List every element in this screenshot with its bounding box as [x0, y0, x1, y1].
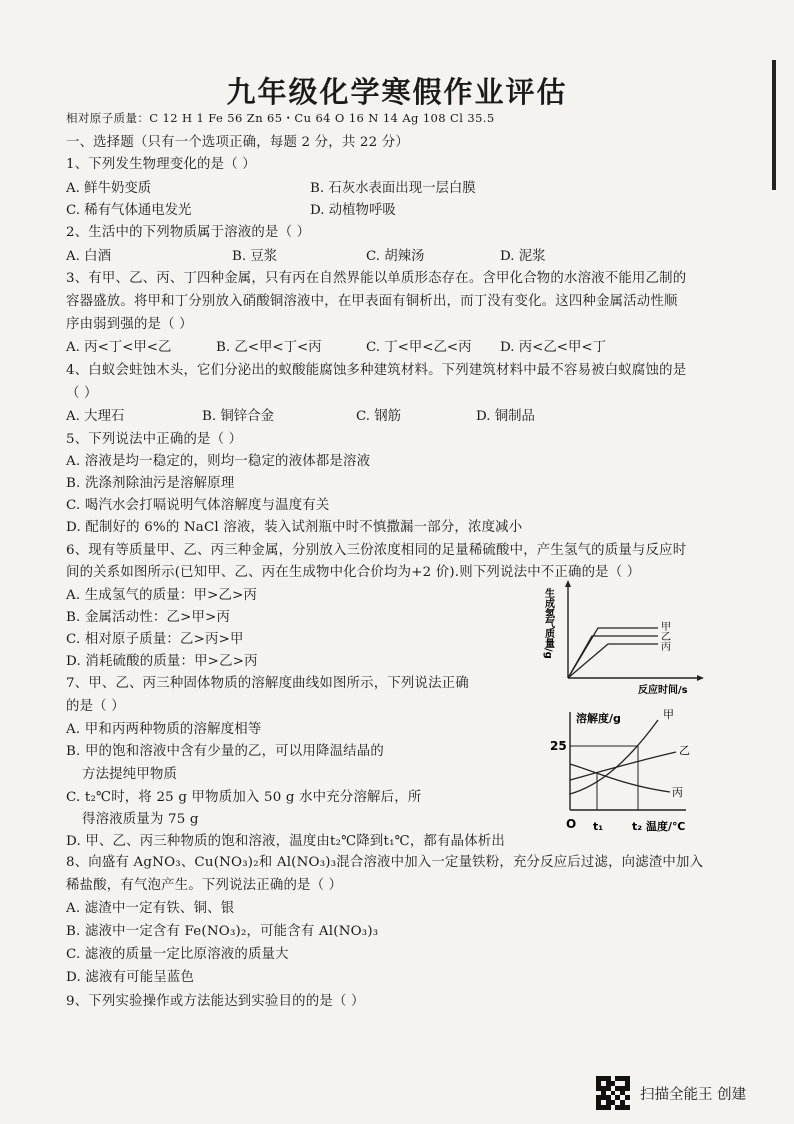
- question-8-option-c: C. 滤液的质量一定比原溶液的质量大: [66, 947, 289, 962]
- question-2-stem: 2、生活中的下列物质属于溶液的是（ ）: [66, 225, 311, 240]
- chart2-origin: O: [566, 817, 577, 831]
- hydrogen-mass-chart: [540, 578, 710, 696]
- question-8-option-b: B. 滤液中一定含有 Fe(NO₃)₂，可能含有 Al(NO₃)₃: [66, 924, 379, 939]
- question-2-option-a: A. 白酒: [66, 249, 111, 264]
- chart2-label-bing: 丙: [672, 786, 683, 799]
- question-6-option-c: C. 相对原子质量：乙>丙>甲: [66, 632, 244, 647]
- chart2-curve-yi: [570, 752, 676, 780]
- question-1-option-b: B. 石灰水表面出现一层白膜: [310, 181, 476, 196]
- chart2-x-label: 温度/℃: [646, 820, 686, 833]
- question-3-option-b: B. 乙<甲<丁<丙: [216, 340, 322, 355]
- chart2-label-jia: 甲: [663, 708, 674, 721]
- chart1-series-yi: [568, 636, 658, 678]
- question-8-stem-line2: 稀盐酸，有气泡产生。下列说法正确的是（ ）: [66, 878, 343, 893]
- scanner-watermark: [596, 1073, 746, 1113]
- question-5-option-d: D. 配制好的 6%的 NaCl 溶液，装入试剂瓶中时不慎撒漏一部分，浓度减小: [66, 520, 523, 535]
- question-7-option-c-line1: C. t₂℃时，将 25 g 甲物质加入 50 g 水中充分溶解后，所: [66, 790, 422, 805]
- scan-edge-shadow: [772, 60, 776, 190]
- question-2-option-b: B. 豆浆: [232, 249, 278, 264]
- chart2-t1: t₁: [593, 820, 604, 833]
- question-7-option-b-line1: B. 甲的饱和溶液中含有少量的乙，可以用降温结晶的: [66, 744, 384, 759]
- question-6-option-b: B. 金属活动性：乙>甲>丙: [66, 610, 231, 625]
- question-4-option-c: C. 钢筋: [356, 409, 402, 424]
- question-7-option-a: A. 甲和丙两种物质的溶解度相等: [66, 722, 262, 737]
- question-3-option-a: A. 丙<丁<甲<乙: [66, 340, 172, 355]
- question-1-option-c: C. 稀有气体通电发光: [66, 203, 192, 218]
- question-4-stem-line1: 4、白蚁会蛀蚀木头，它们分泌出的蚁酸能腐蚀多种建筑材料。下列建筑材料中最不容易被白蚁腐蚀的是: [66, 363, 687, 378]
- chart1-series-bing: [568, 644, 658, 678]
- question-4-option-b: B. 铜锌合金: [202, 409, 274, 424]
- chart2-curve-jia: [570, 720, 658, 794]
- question-8-option-d: D. 滤液有可能呈蓝色: [66, 970, 195, 985]
- question-5-option-c: C. 喝汽水会打嗝说明气体溶解度与温度有关: [66, 498, 330, 513]
- question-7-option-d: D. 甲、乙、丙三种物质的饱和溶液，温度由t₂℃降到t₁℃，都有晶体析出: [66, 834, 505, 849]
- question-5-option-b: B. 洗涤剂除油污是溶解原理: [66, 476, 235, 491]
- question-3-stem-line3: 序由弱到强的是（ ）: [66, 317, 193, 332]
- question-3-option-d: D. 丙<乙<甲<丁: [500, 340, 606, 355]
- question-3-stem-line2: 容器盛放。将甲和丁分别放入硝酸铜溶液中，在甲表面有铜析出，而丁没有变化。这四种金属活动性顺: [66, 294, 678, 309]
- question-8-stem-line1: 8、向盛有 AgNO₃、Cu(NO₃)₂和 Al(NO₃)₃混合溶液中加入一定量铁粉，充分反应后过滤，向滤渣中加入: [66, 855, 704, 870]
- question-8-option-a: A. 滤渣中一定有铁、铜、银: [66, 901, 235, 916]
- question-2-option-d: D. 泥浆: [500, 249, 546, 264]
- chart2-label-yi: 乙: [679, 744, 690, 757]
- question-4-stem-line2: （ ）: [66, 386, 98, 401]
- question-7-option-c-line2: 得溶液质量为 75 g: [82, 812, 199, 827]
- chart2-y-label: 溶解度/g: [576, 712, 621, 725]
- chart1-y-arrow: [565, 580, 571, 587]
- question-7-stem-line1: 7、甲、乙、丙三种固体物质的溶解度曲线如图所示，下列说法正确: [66, 676, 469, 691]
- question-1-stem: 1、下列发生物理变化的是（ ）: [66, 157, 256, 172]
- solubility-curve-chart: [546, 706, 706, 838]
- chart1-x-label: 反应时间/s: [638, 685, 688, 696]
- question-4-option-a: A. 大理石: [66, 409, 125, 424]
- chart1-y-label: 生成氢气质量/g: [542, 588, 554, 659]
- question-6-option-d: D. 消耗硫酸的质量：甲>乙>丙: [66, 654, 258, 669]
- question-3-stem-line1: 3、有甲、乙、丙、丁四种金属，只有丙在自然界能以单质形态存在。含甲化合物的水溶液不能用乙制的: [66, 271, 687, 286]
- qr-code-icon: [596, 1076, 630, 1110]
- question-7-option-b-line2: 方法提纯甲物质: [82, 767, 178, 782]
- page-title: 九年级化学寒假作业评估: [226, 75, 568, 109]
- question-7-stem-line2: 的是（ ）: [66, 699, 125, 714]
- question-1-option-a: A. 鲜牛奶变质: [66, 181, 152, 196]
- question-2-option-c: C. 胡辣汤: [366, 249, 425, 264]
- question-6-option-a: A. 生成氢气的质量：甲>乙>丙: [66, 588, 258, 603]
- question-5-stem: 5、下列说法中正确的是（ ）: [66, 432, 243, 447]
- watermark-text: 扫描全能王 创建: [640, 1086, 747, 1103]
- question-5-option-a: A. 溶液是均一稳定的，则均一稳定的液体都是溶液: [66, 454, 371, 469]
- chart1-label-jia: 甲: [661, 622, 671, 633]
- question-3-option-c: C. 丁<甲<乙<丙: [366, 340, 472, 355]
- question-1-option-d: D. 动植物呼吸: [310, 203, 396, 218]
- chart1-label-yi: 乙: [661, 632, 671, 643]
- chart1-x-arrow: [697, 675, 704, 681]
- chart1-label-bing: 丙: [661, 642, 671, 653]
- section-header: 一、选择题（只有一个选项正确，每题 2 分，共 22 分）: [66, 135, 409, 150]
- question-6-stem-line1: 6、现有等质量甲、乙、丙三种金属，分别放入三份浓度相同的足量稀硫酸中，产生氢气的质量与反应时: [66, 543, 687, 558]
- question-4-option-d: D. 铜制品: [476, 409, 535, 424]
- chart2-y-tick-25: 25: [550, 739, 567, 753]
- chart2-t2: t₂: [632, 820, 643, 833]
- question-9-stem: 9、下列实验操作或方法能达到实验目的的是（ ）: [66, 994, 365, 1009]
- atomic-masses: 相对原子质量：C 12 H 1 Fe 56 Zn 65・Cu 64 O 16 N 14 Ag 108 Cl 35.5: [66, 111, 495, 125]
- question-6-stem-line2: 间的关系如图所示(已知甲、乙、丙在生成物中化合价均为+2 价).则下列说法中不正确的是（ ）: [66, 565, 641, 580]
